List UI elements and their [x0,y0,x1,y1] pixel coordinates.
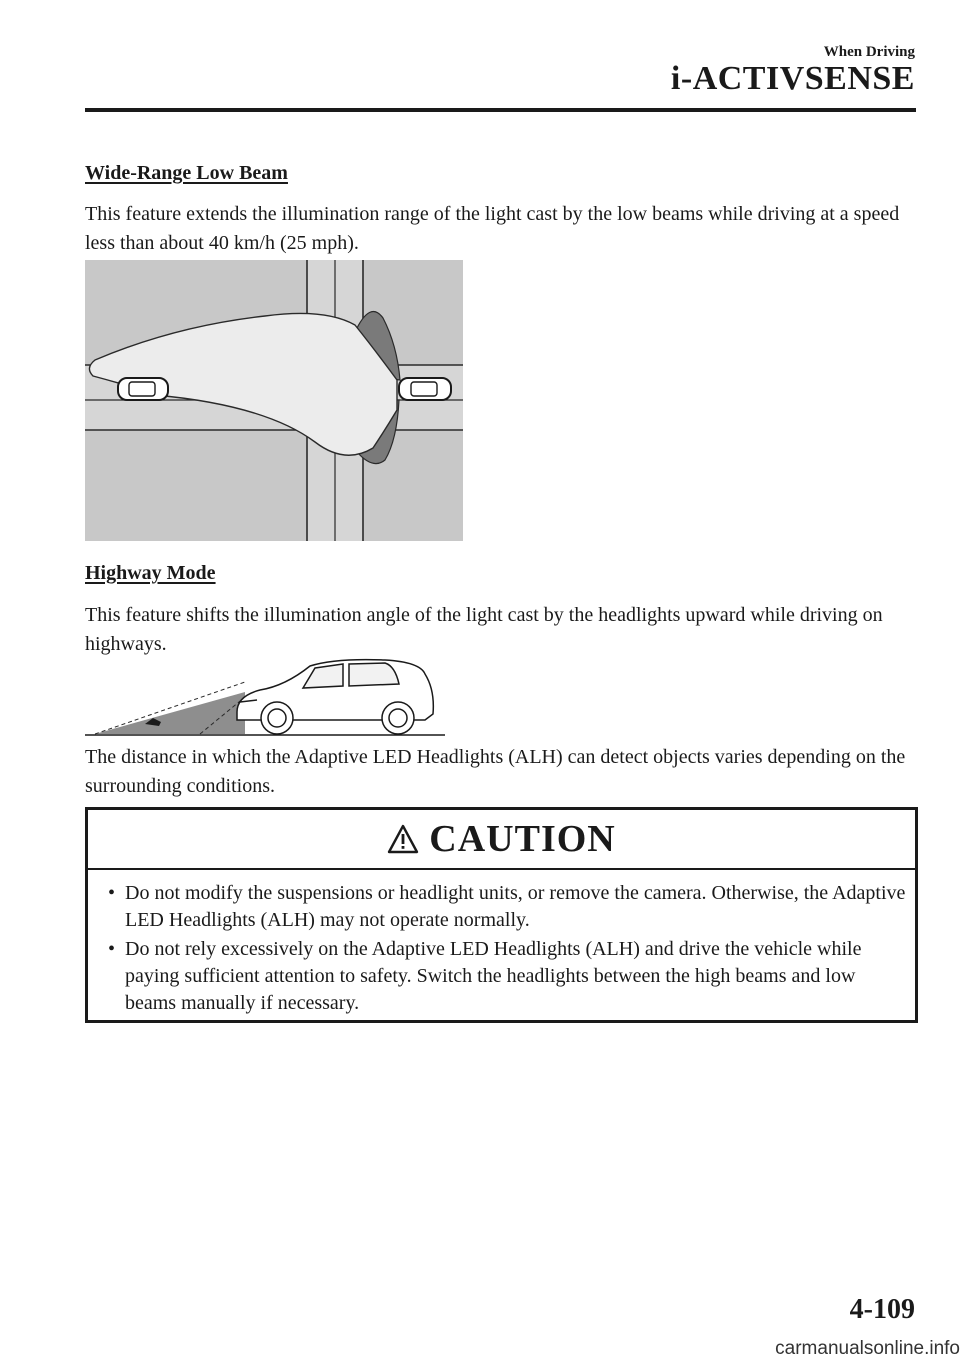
paragraph-detection-note: The distance in which the Adaptive LED Headlights (ALH) can detect objects varies depending on the surrounding conditions. [85,746,906,797]
header-rule [85,108,916,112]
heading-wide-range-low-beam: Wide-Range Low Beam [85,162,288,184]
header-title: i-ACTIVSENSE [670,60,915,97]
bullet: • [108,938,116,960]
caution-item-text: Do not modify the suspensions or headlight units, or remove the camera. Otherwise, the Adaptive LED Headlights (ALH) may not operate normally. [125,882,906,931]
wide-range-low-beam-illustration [85,260,463,541]
car-icon [399,378,451,400]
heading-highway-mode: Highway Mode [85,562,216,584]
caution-item [108,880,908,934]
paragraph-highway-mode: This feature shifts the illumination angle of the light cast by the headlights upward while driving on highways. [85,604,883,655]
bullet: • [108,882,116,904]
paragraph-wide-range-low-beam: This feature extends the illumination range of the light cast by the low beams while driving at a speed less than about 40 km/h (25 mph). [85,203,900,254]
suv-icon [237,660,433,734]
watermark: carmanualsonline.info [775,1338,960,1359]
caution-title: CAUTION [429,818,616,860]
warning-triangle-icon [387,824,419,854]
caution-item-text: Do not rely excessively on the Adaptive LED Headlights (ALH) and drive the vehicle while paying sufficient attention to safety. Switch the headlights between the high beams and low beams manually if necessary. [125,938,862,1014]
page-number: 4-109 [849,1294,915,1325]
caution-item [108,936,908,1017]
caution-list [108,880,908,1019]
header-section-label: When Driving [823,44,915,60]
caution-box [85,807,918,1023]
car-icon [118,378,168,400]
caution-header [88,810,915,870]
highway-mode-illustration [85,652,445,737]
